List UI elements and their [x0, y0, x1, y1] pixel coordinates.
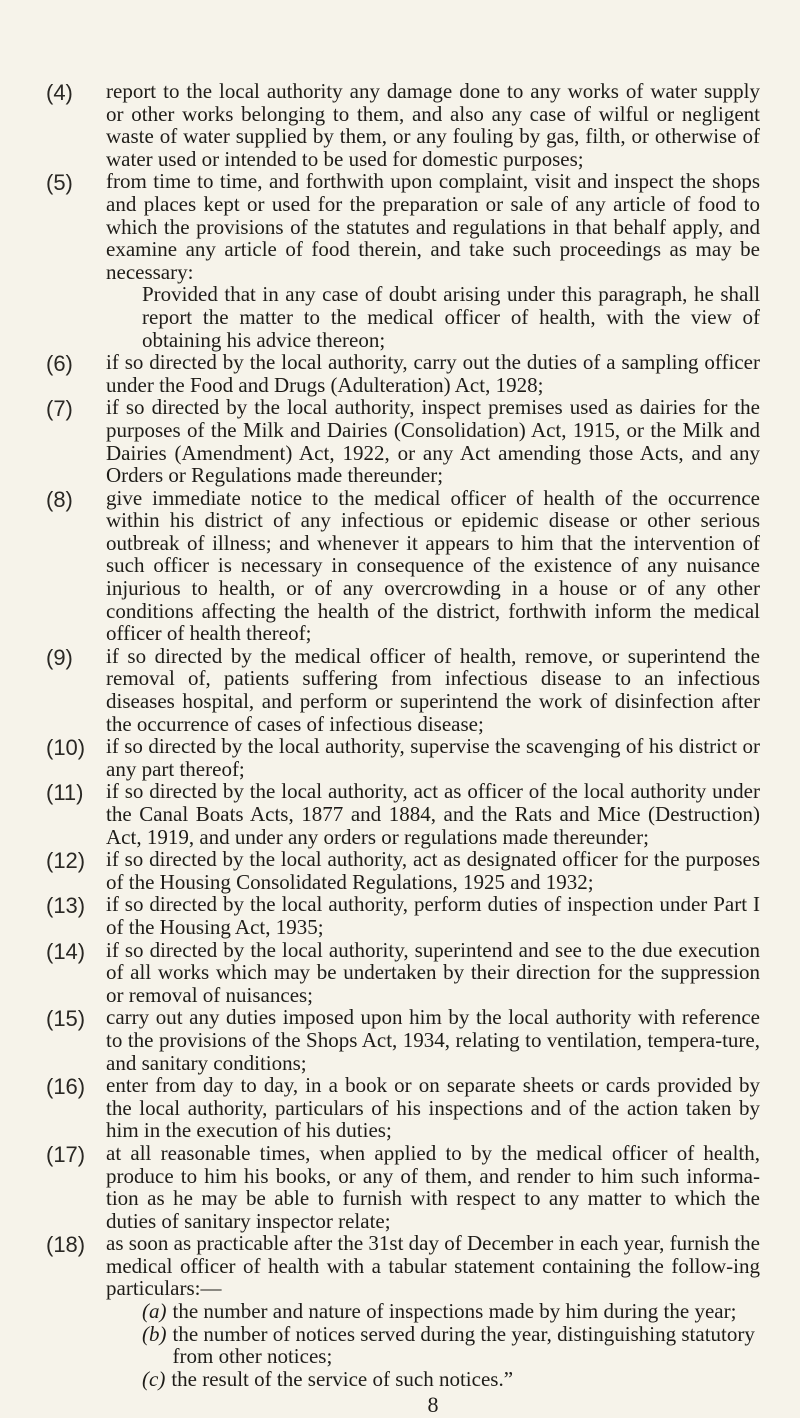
clause-number: (5)	[46, 170, 73, 196]
clause-17	[46, 1142, 760, 1232]
clause-9	[46, 645, 760, 735]
clause-number: (18)	[46, 1232, 86, 1258]
clause-number: (9)	[46, 644, 73, 670]
subitem-label: (c)	[142, 1366, 166, 1391]
clause-text: give immediate notice to the medical officer of health of the occurrence within his district of any infectious or epidemic disease or other serious outbreak of illness; and whenever it appears to him that the intervention of such officer is necessary in consequence of the existence of any nuisance injurious to health, or of any overcrowding in a house or of any other conditions affecting the health of the district, forthwith inform the medical officer of health thereof;	[106, 485, 760, 646]
clause-11	[46, 780, 760, 848]
clause-number: (10)	[46, 735, 86, 761]
clause-number: (17)	[46, 1141, 86, 1167]
clause-number: (8)	[46, 486, 73, 512]
subitem-text: the number of notices served during the year, distinguishing statutory from other notices;	[172, 1321, 755, 1369]
clause-text: from time to time, and forthwith upon complaint, visit and inspect the shops and places kept or used for the preparation or sale of any article of food to which the provisions of the statutes and regulations in that behalf apply, and examine any article of food therein, and take such proceedings as may be necessary:	[106, 169, 760, 284]
clause-text: as soon as practicable after the 31st day of December in each year, furnish the medical officer of health with a tabular statement containing the follow-ing particulars:—	[106, 1231, 760, 1301]
clause-number: (11)	[46, 780, 84, 806]
clause-18	[46, 1232, 760, 1300]
clause-18-subitem-c	[106, 1368, 760, 1391]
clause-text: if so directed by the medical officer of health, remove, or superintend the removal of, patients suffering from infectious disease to an infectious diseases hospital, and perform or superintend the work of disinfection after the occurrence of cases of infectious disease;	[106, 643, 760, 736]
clause-12	[46, 848, 760, 893]
clause-14	[46, 939, 760, 1007]
clause-text: if so directed by the local authority, inspect premises used as dairies for the purposes of the Milk and Dairies (Consolidation) Act, 1915, or the Milk and Dairies (Amendment) Act, 1922, or any Act amending those Acts, and any Orders or Regulations made thereunder;	[106, 395, 760, 488]
clause-number: (6)	[46, 351, 73, 377]
clause-number: (16)	[46, 1074, 86, 1100]
subitem-text: the result of the service of such notices.”	[171, 1366, 514, 1391]
clause-8	[46, 487, 760, 645]
clause-15	[46, 1006, 760, 1074]
clause-13	[46, 893, 760, 938]
clause-text: if so directed by the local authority, perform duties of inspection under Part I of the Housing Act, 1935;	[106, 892, 760, 939]
clause-text: if so directed by the local authority, carry out the duties of a sampling officer under the Food and Drugs (Adulteration) Act, 1928;	[106, 350, 760, 397]
clause-18-subitem-b	[106, 1323, 760, 1368]
clause-text: carry out any duties imposed upon him by the local authority with reference to the provisions of the Shops Act, 1934, relating to ventilation, tempera-ture, and sanitary conditions;	[106, 1005, 760, 1075]
clause-text: at all reasonable times, when applied to by the medical officer of health, produce to him his books, or any of them, and render to him such informa-tion as he may be able to furnish with respect to any matter to which the duties of sanitary inspector relate;	[106, 1140, 760, 1233]
clause-7	[46, 396, 760, 486]
clause-text: if so directed by the local authority, superintend and see to the due execution of all works which may be undertaken by their direction for the suppression or removal of nuisances;	[106, 937, 760, 1007]
page-number: 8	[427, 1392, 439, 1418]
clause-6	[46, 351, 760, 396]
clause-18-subitem-a	[106, 1300, 760, 1323]
clause-number: (15)	[46, 1006, 86, 1032]
subitem-text: the number and nature of inspections made by him during the year;	[172, 1299, 737, 1324]
clause-text: if so directed by the local authority, act as designated officer for the purposes of the Housing Consolidated Regulations, 1925 and 1932;	[106, 847, 760, 894]
clause-number: (12)	[46, 848, 86, 874]
clause-16	[46, 1074, 760, 1142]
subitem-label: (b)	[142, 1321, 167, 1346]
clause-4	[46, 80, 760, 170]
clause-number: (7)	[46, 396, 73, 422]
clause-text: if so directed by the local authority, supervise the scavenging of his district or any part thereof;	[106, 734, 760, 781]
clause-text: enter from day to day, in a book or on separate sheets or cards provided by the local authority, particulars of his inspections and of the action taken by him in the execution of his duties;	[106, 1073, 760, 1143]
clause-text: if so directed by the local authority, act as officer of the local authority under the Canal Boats Acts, 1877 and 1884, and the Rats and Mice (Destruction) Act, 1919, and under any orders or regulations made thereunder;	[106, 779, 760, 849]
clause-5	[46, 170, 760, 283]
clause-text: report to the local authority any damage done to any works of water supply or other works belonging to them, and also any case of wilful or negligent waste of water supplied by them, or any fouling by gas, filth, or otherwise of water used or intended to be used for domestic purposes;	[106, 79, 760, 171]
clause-number: (4)	[46, 80, 73, 105]
clause-5-proviso: Provided that in any case of doubt arising under this paragraph, he shall report the matter to the medical officer of health, with the view of obtaining his advice thereon;	[142, 282, 760, 352]
clause-number: (13)	[46, 893, 86, 919]
clause-number: (14)	[46, 938, 86, 964]
subitem-label: (a)	[142, 1299, 167, 1324]
clause-10	[46, 735, 760, 780]
